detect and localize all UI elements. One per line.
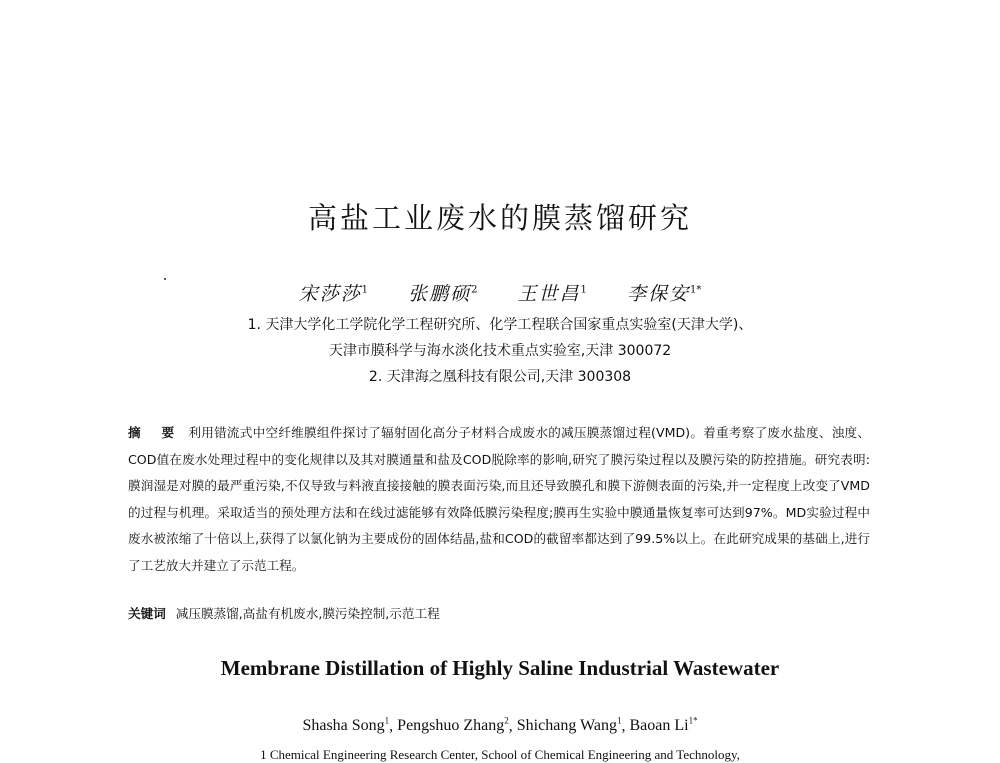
author-cn: 李保安$^{1*}$ (626, 283, 702, 305)
author-cn: 王世昌$^1$ (517, 283, 587, 305)
author-en: Shichang Wang$^1$ (516, 716, 622, 735)
author-cn: 张鹏硕$^2$ (408, 283, 478, 305)
abstract-label: 摘 要 (128, 425, 183, 440)
paper-title-en: Membrane Distillation of Highly Saline Industrial Wastewater (220, 656, 780, 680)
paper-title-cn: 高盐工业废水的膜蒸馏研究 (307, 201, 692, 235)
keywords-text: 减压膜蒸馏,高盐有机废水,膜污染控制,示范工程 (175, 606, 440, 621)
author-en: Baoan $Li^{1*}$ (629, 716, 698, 735)
affiliation-cn-line-2: 天津市膜科学与海水淡化技术重点实验室,天津 300072 (328, 343, 672, 359)
affiliation-cn-line-1: 1. 天津大学化工学院化学工程研究所、化学工程联合国家重点实验室(天津大学)、 (247, 317, 753, 333)
abstract (128, 420, 870, 579)
affiliation-en: 1 Chemical Engineering Research Center, School of Chemical Engineering and Technology, (260, 747, 740, 762)
keywords-label: 关键词 (128, 606, 166, 621)
authors-en: Shasha Song$^1$, Pengshuo Zhang$^2$, Shichang Wang$^1$, Baoan $Li^{1*}$ (302, 716, 698, 735)
authors-cn (0, 279, 1000, 306)
abstract-text: 利用错流式中空纤维膜组件探讨了辐射固化高分子材料合成废水的减压膜蒸馏过程(VMD)。着重考察了废水盐度、浊度、COD值在废水处理过程中的变化规律以及其对膜通量和盐及COD脱除率的影响,研究了膜污染过程以及膜污染的防控措施。研究表明:膜润湿是对膜的最严重污染,不仅导致与料液直接接触的膜表面污染,而且还导致膜孔和膜下游侧表面的污染,并一定程度上改变了VMD的过程与机理。采取适当的预处理方法和在线过滤能够有效降低膜污染程度;膜再生实验中膜通量恢复率可达到97%。MD实验过程中废水被浓缩了十倍以上,获得了以氯化钠为主要成份的固体结晶,盐和COD的截留率都达到了99.5%以上。在此研究成果的基础上,进行了工艺放大并建立了示范工程。 (128, 425, 870, 573)
author-en: Pengshuo Zhang$^2$ (397, 716, 509, 735)
author-en: Shasha Song$^1$ (302, 716, 390, 735)
keywords (128, 603, 870, 622)
author-cn: 宋莎莎$^1$ (298, 283, 369, 305)
affiliation-cn-line-3: 2. 天津海之凰科技有限公司,天津 300308 (368, 369, 632, 385)
